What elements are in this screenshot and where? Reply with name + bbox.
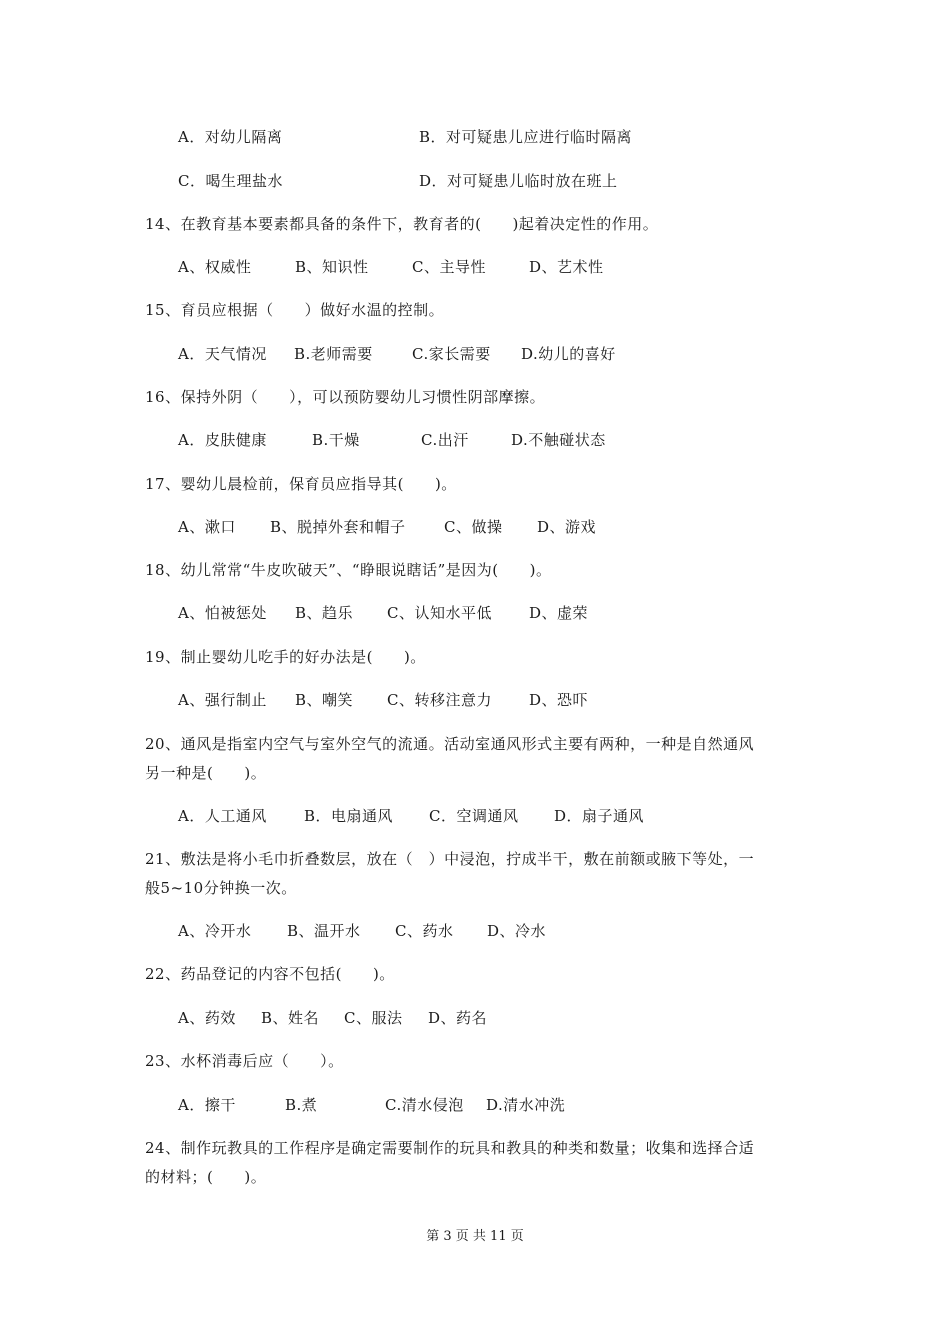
q20-option-b: B．电扇通风: [304, 807, 394, 825]
q19-option-b: B、嘲笑: [295, 691, 354, 709]
q23-option-a: A．擦干: [178, 1096, 236, 1114]
q15-option-a: A．天气情况: [178, 345, 267, 363]
q23-option-b: B.煮: [285, 1096, 318, 1114]
q23-option-c: C.清水侵泡: [385, 1096, 464, 1114]
q13-option-b: B．对可疑患儿应进行临时隔离: [419, 128, 633, 146]
q24-text-line2: 的材料；( )。: [145, 1168, 267, 1186]
q22-text: 22、药品登记的内容不包括( )。: [145, 965, 395, 983]
q13-option-c: C．喝生理盐水: [178, 172, 283, 190]
q15-option-d: D.幼儿的喜好: [521, 345, 616, 363]
q16-option-a: A．皮肤健康: [178, 431, 267, 449]
q19-option-a: A、强行制止: [178, 691, 267, 709]
q22-option-c: C、服法: [344, 1009, 403, 1027]
q20-option-d: D．扇子通风: [554, 807, 645, 825]
q22-option-b: B、姓名: [261, 1009, 320, 1027]
q18-option-d: D、虚荣: [529, 604, 589, 622]
q22-option-d: D、药名: [428, 1009, 488, 1027]
q14-option-d: D、艺术性: [529, 258, 604, 276]
q14-text: 14、在教育基本要素都具备的条件下，教育者的( )起着决定性的作用。: [145, 215, 659, 233]
q20-option-c: C．空调通风: [429, 807, 519, 825]
q18-text: 18、幼儿常常“牛皮吹破天”、“睁眼说瞎话”是因为( )。: [145, 561, 552, 579]
q21-option-a: A、冷开水: [178, 922, 252, 940]
q14-option-b: B、知识性: [295, 258, 369, 276]
q20-text-line2: 另一种是( )。: [145, 764, 267, 782]
q21-option-c: C、药水: [395, 922, 454, 940]
q21-option-d: D、冷水: [487, 922, 547, 940]
q18-option-c: C、认知水平低: [387, 604, 492, 622]
q16-text: 16、保持外阴（ ），可以预防婴幼儿习惯性阴部摩擦。: [145, 388, 546, 406]
q20-text-line1: 20、通风是指室内空气与室外空气的流通。活动室通风形式主要有两种，一种是自然通风: [145, 735, 755, 753]
q15-option-c: C.家长需要: [412, 345, 491, 363]
q19-option-c: C、转移注意力: [387, 691, 492, 709]
q16-option-d: D.不触碰状态: [511, 431, 606, 449]
q15-option-b: B.老师需要: [294, 345, 373, 363]
q17-option-d: D、游戏: [537, 518, 597, 536]
q18-option-a: A、怕被惩处: [178, 604, 267, 622]
q17-option-a: A、漱口: [178, 518, 236, 536]
q18-option-b: B、趋乐: [295, 604, 354, 622]
q15-text: 15、育员应根据（ ）做好水温的控制。: [145, 301, 445, 319]
q16-option-b: B.干燥: [312, 431, 360, 449]
q13-option-d: D．对可疑患儿临时放在班上: [419, 172, 618, 190]
q21-text-line2: 般5~10分钟换一次。: [145, 879, 297, 897]
q14-option-a: A、权威性: [178, 258, 252, 276]
page-number-footer: 第 3 页 共 11 页: [426, 1229, 524, 1244]
q23-option-d: D.清水冲洗: [486, 1096, 566, 1114]
q22-option-a: A、药效: [178, 1009, 236, 1027]
q17-text: 17、婴幼儿晨检前，保育员应指导其( )。: [145, 475, 457, 493]
q16-option-c: C.出汗: [421, 431, 469, 449]
q20-option-a: A．人工通风: [178, 807, 267, 825]
q19-option-d: D、恐吓: [529, 691, 589, 709]
q17-option-b: B、脱掉外套和帽子: [270, 518, 406, 536]
q13-option-a: A．对幼儿隔离: [178, 128, 283, 146]
q19-text: 19、制止婴幼儿吃手的好办法是( )。: [145, 648, 426, 666]
q17-option-c: C、做操: [444, 518, 503, 536]
q24-text-line1: 24、制作玩教具的工作程序是确定需要制作的玩具和教具的种类和数量；收集和选择合适: [145, 1139, 755, 1157]
q21-option-b: B、温开水: [287, 922, 361, 940]
q21-text-line1: 21、敷法是将小毛巾折叠数层，放在（ ）中浸泡，拧成半干，敷在前额或腋下等处，一: [145, 850, 755, 868]
q14-option-c: C、主导性: [412, 258, 486, 276]
q23-text: 23、水杯消毒后应（ ）。: [145, 1052, 344, 1070]
